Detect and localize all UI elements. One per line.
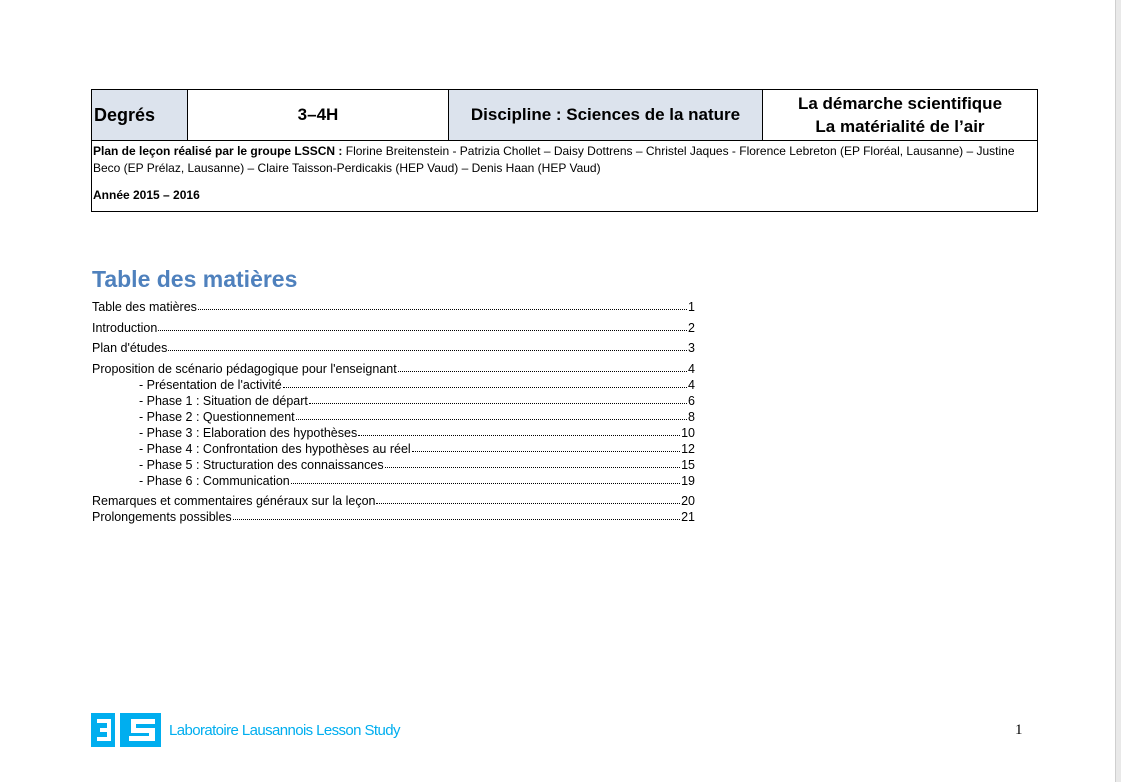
toc-entry-label: Table des matières [92,300,197,314]
toc-entry[interactable] [92,339,695,355]
toc-leader [198,309,687,310]
lesson-header-table [91,89,1038,212]
toc-entry-page: 21 [681,510,695,524]
toc-leader [398,371,687,372]
toc-leader [412,451,680,452]
toc-subentry[interactable] [92,440,695,456]
toc-subentry[interactable] [92,376,695,392]
toc-entry-page: 20 [681,494,695,508]
toc-entry-page: 8 [688,409,695,424]
degres-label: Degrés [92,90,188,141]
authors-cell [92,141,1038,212]
toc-entry-label: Prolongements possibles [92,510,232,524]
toc-entry-label: - Phase 3 : Elaboration des hypothèses [139,425,358,440]
toc-entry-page: 12 [681,441,695,456]
toc-leader [168,350,687,351]
degres-value: 3–4H [188,90,449,141]
toc-entry-page: 19 [681,473,695,488]
toc-entry-label: - Présentation de l'activité [139,377,282,392]
toc-subentry[interactable] [92,392,695,408]
toc-entry-label: Plan d'études [92,341,168,355]
toc-entry-label: - Phase 5 : Structuration des connaissances [139,457,384,472]
toc-entry[interactable] [92,298,695,314]
toc-leader [385,467,681,468]
toc-leader [233,519,680,520]
toc-subentry[interactable] [92,424,695,440]
school-year: Année 2015 – 2016 [93,188,200,202]
toc-entry[interactable] [92,319,695,335]
toc-entry[interactable] [92,492,695,508]
table-of-contents [92,298,695,524]
toc-subentry[interactable] [92,408,695,424]
page-number: 1 [1015,722,1023,738]
discipline-label: Discipline : Sciences de la nature [449,90,763,141]
toc-entry-label: Proposition de scénario pédagogique pour l'enseignant [92,361,397,376]
toc-leader [283,387,687,388]
toc-entry-page: 2 [688,320,695,335]
plan-authors: Florine Breitenstein - Patrizia Chollet – Daisy Dottrens – Christel Jaques - Florence Lebreton (EP Floréal, Lausanne) – Justine Beco (EP Prélaz, Lausanne) – Claire Taisson-Perdicakis (HEP Vaud) – Denis Haan (HEP Vaud) [93,144,1015,175]
topic-line-2: La matérialité de l’air [815,117,985,136]
toc-subentry[interactable] [92,456,695,472]
toc-entry-label: - Phase 2 : Questionnement [139,409,295,424]
toc-subentry[interactable] [92,472,695,488]
toc-title: Table des matières [92,266,298,292]
toc-entry-page: 6 [688,393,695,408]
toc-entry[interactable] [92,360,695,376]
plan-label: Plan de leçon réalisé par le groupe LSSCN : [93,144,343,158]
toc-leader [309,403,687,404]
page-edge [1115,0,1121,782]
toc-entry-label: Remarques et commentaires généraux sur la leçon [92,494,376,508]
toc-leader [376,503,680,504]
toc-entry[interactable] [92,508,695,524]
toc-leader [291,483,680,484]
lab-name: Laboratoire Lausannois Lesson Study [169,722,400,739]
toc-entry-page: 10 [681,425,695,440]
toc-entry-page: 1 [688,300,695,314]
toc-entry-label: - Phase 1 : Situation de départ [139,393,308,408]
toc-entry-page: 15 [681,457,695,472]
toc-entry-page: 3 [688,341,695,355]
topic-cell [763,90,1038,141]
toc-entry-label: - Phase 4 : Confrontation des hypothèses au réel [139,441,411,456]
topic-line-1: La démarche scientifique [797,94,1003,113]
toc-leader [296,419,687,420]
toc-leader [358,435,680,436]
toc-entry-page: 4 [688,361,695,376]
toc-entry-page: 4 [688,377,695,392]
toc-entry-label: Introduction [92,320,158,335]
3ls-logo [91,713,161,747]
toc-entry-label: - Phase 6 : Communication [139,473,290,488]
toc-leader [158,330,687,331]
